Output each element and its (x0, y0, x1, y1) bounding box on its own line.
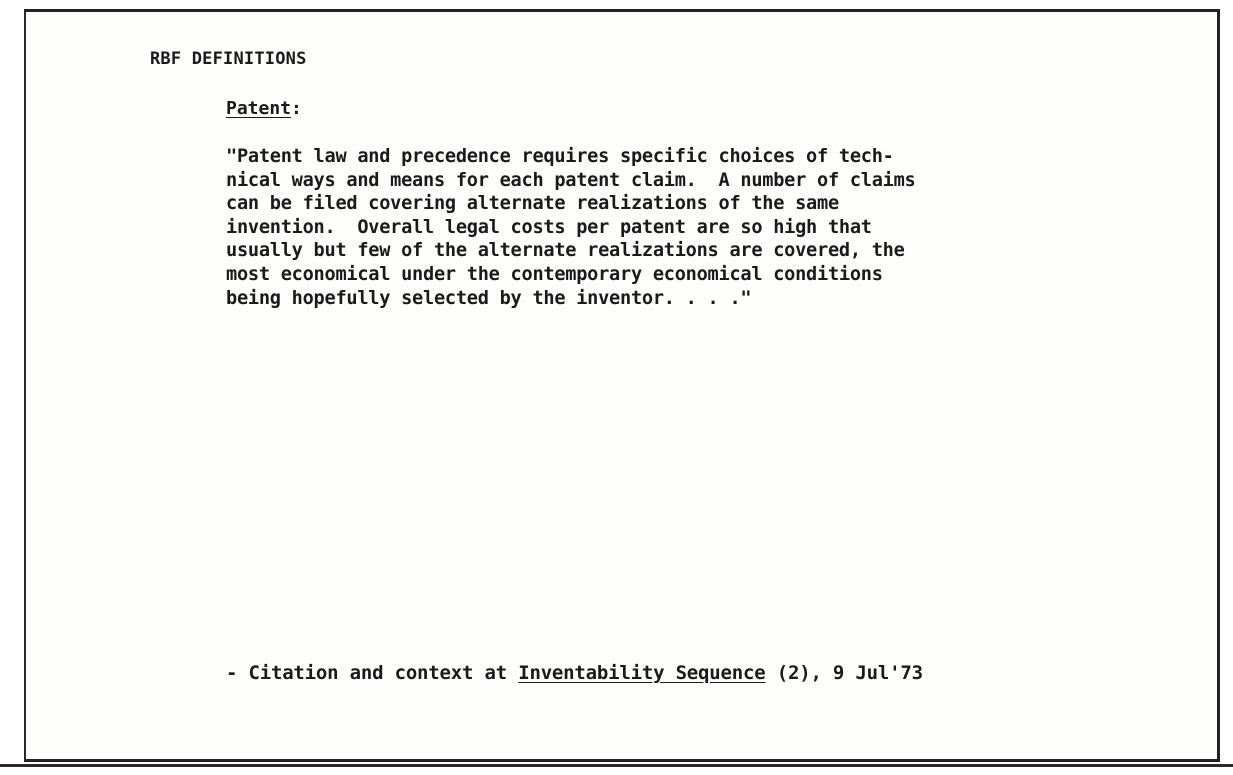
citation-prefix: - Citation and context at (226, 662, 519, 684)
document-page (24, 9, 1220, 762)
quote-line: can be filed covering alternate realizations of the same (226, 193, 839, 215)
term-name: Patent (226, 98, 292, 119)
quote-line: being hopefully selected by the inventor. . . ." (226, 287, 752, 309)
quote-line: most economical under the contemporary economical conditions (226, 263, 883, 285)
citation-line (226, 662, 923, 684)
quote-line: "Patent law and precedence requires specific choices of tech- (226, 146, 894, 167)
definition-quote (226, 145, 916, 310)
citation-suffix: (2), 9 Jul'73 (765, 662, 923, 684)
term-heading (226, 98, 302, 119)
inventability-sequence-link[interactable]: Inventability Sequence (518, 662, 766, 684)
quote-line: usually but few of the alternate realizations are covered, the (226, 240, 905, 262)
page-title: RBF DEFINITIONS (150, 49, 307, 69)
bottom-rule (0, 764, 1233, 767)
quote-line: invention. Overall legal costs per patent are so high that (226, 216, 872, 238)
quote-line: nical ways and means for each patent claim. A number of claims (226, 169, 916, 191)
term-colon: : (291, 98, 302, 119)
